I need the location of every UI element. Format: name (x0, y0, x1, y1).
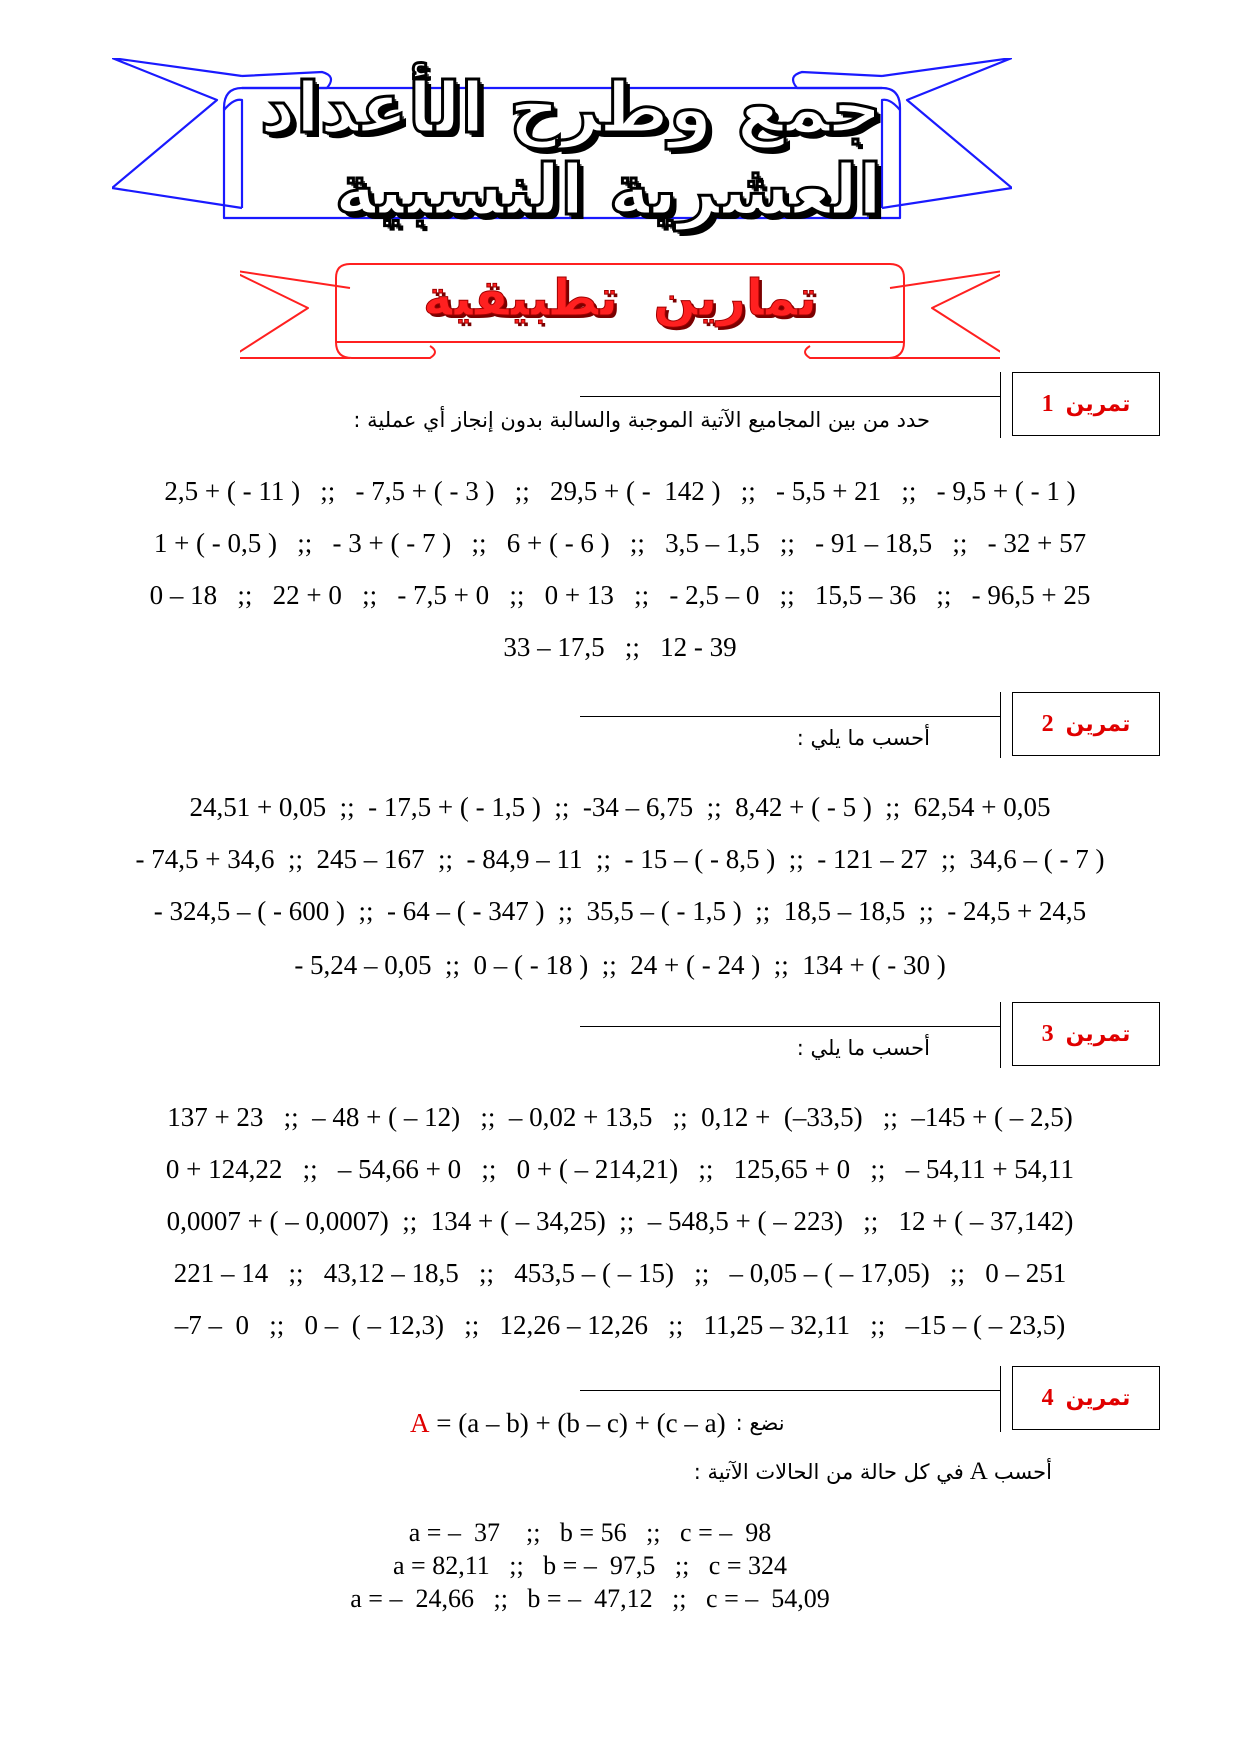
definition-label: نضع : (735, 1411, 785, 1435)
page-subtitle: تمارين تطبيقية (422, 269, 818, 327)
exercise-4-case-3: a = – 24,66 ;; b = – 47,12 ;; c = – 54,09 (350, 1584, 830, 1613)
divider-bar (1000, 1366, 1001, 1432)
exercise-4-case-2: a = 82,11 ;; b = – 97,5 ;; c = 324 (393, 1551, 787, 1580)
exercise-number: 3 (1041, 1020, 1054, 1047)
exercise-3-line-4: 221 – 14 ;; 43,12 – 18,5 ;; 453,5 – ( – 15) ;; – 0,05 – ( – 17,05) ;; 0 – 251 (173, 1258, 1067, 1288)
exercise-3-line-1: 137 + 23 ;; – 48 + ( – 12) ;; – 0,02 + 13,5 ;; 0,12 + (–33,5) ;; –145 + ( – 2,5) (167, 1102, 1073, 1132)
divider-line (580, 396, 1000, 397)
divider-line (580, 1026, 1000, 1027)
exercise-1-line-1: 2,5 + ( - 11 ) ;; - 7,5 + ( - 3 ) ;; 29,5 + ( - 142 ) ;; - 5,5 + 21 ;; - 9,5 + ( - 1 ) (164, 476, 1076, 506)
exercise-1-line-4: 33 – 17,5 ;; 12 - 39 (503, 632, 737, 662)
exercise-2-line-1: 24,51 + 0,05 ;; - 17,5 + ( - 1,5 ) ;; -34 – 6,75 ;; 8,42 + ( - 5 ) ;; 62,54 + 0,05 (189, 792, 1051, 822)
subtitle-banner (240, 248, 1000, 368)
exercise-1-line-3: 0 – 18 ;; 22 + 0 ;; - 7,5 + 0 ;; 0 + 13 ;; - 2,5 – 0 ;; 15,5 – 36 ;; - 96,5 + 25 (149, 580, 1091, 610)
exercise-3-label-box (1012, 1002, 1160, 1066)
exercise-label: تمرين (1065, 711, 1131, 737)
divider-line (580, 1390, 1000, 1391)
exercise-number: 1 (1041, 390, 1054, 417)
exercise-label: تمرين (1065, 1021, 1131, 1047)
variable-a: A (410, 1407, 430, 1438)
definition-expression: = (a – b) + (b – c) + (c – a) (429, 1407, 726, 1438)
exercise-2-line-2: - 74,5 + 34,6 ;; 245 – 167 ;; - 84,9 – 11 ;; - 15 – ( - 8,5 ) ;; - 121 – 27 ;; 34,6 – ( - 7 ) (135, 844, 1105, 874)
divider-bar (1000, 372, 1001, 438)
exercise-4-label-box (1012, 1366, 1160, 1430)
exercise-1-instruction: حدد من بين المجاميع الآتية الموجبة والسالبة بدون إنجاز أي عملية : (353, 408, 930, 432)
divider-line (580, 716, 1000, 717)
exercise-3-line-5: –7 – 0 ;; 0 – ( – 12,3) ;; 12,26 – 12,26 ;; 11,25 – 32,11 ;; –15 – ( – 23,5) (174, 1310, 1066, 1340)
divider-bar (1000, 692, 1001, 758)
divider-bar (1000, 1002, 1001, 1068)
instruction-prefix: أحسب (993, 1460, 1052, 1484)
exercise-2-instruction: أحسب ما يلي : (796, 726, 930, 750)
instruction-suffix: في كل حالة من الحالات الآتية : (693, 1460, 964, 1484)
exercise-4-definition (410, 1406, 850, 1440)
title-banner (112, 58, 1012, 231)
exercise-1-line-2: 1 + ( - 0,5 ) ;; - 3 + ( - 7 ) ;; 6 + ( - 6 ) ;; 3,5 – 1,5 ;; - 91 – 18,5 ;; - 32 + 57 (153, 528, 1087, 558)
exercise-number: 2 (1041, 710, 1054, 737)
exercise-number: 4 (1041, 1384, 1054, 1411)
instruction-variable: A (969, 1458, 988, 1485)
exercise-1-label-box (1012, 372, 1160, 436)
exercise-3-line-3: 0,0007 + ( – 0,0007) ;; 134 + ( – 34,25) ;; – 548,5 + ( – 223) ;; 12 + ( – 37,142) (166, 1206, 1074, 1236)
exercise-4-instruction (352, 1458, 1052, 1486)
exercise-2-label-box (1012, 692, 1160, 756)
exercise-label: تمرين (1065, 1385, 1131, 1411)
exercise-label: تمرين (1065, 391, 1131, 417)
exercise-2-line-3: - 324,5 – ( - 600 ) ;; - 64 – ( - 347 ) ;; 35,5 – ( - 1,5 ) ;; 18,5 – 18,5 ;; - 24,5 + 24,5 (153, 896, 1087, 926)
exercise-2-line-4: - 5,24 – 0,05 ;; 0 – ( - 18 ) ;; 24 + ( - 24 ) ;; 134 + ( - 30 ) (294, 950, 946, 980)
exercise-3-instruction: أحسب ما يلي : (796, 1036, 930, 1060)
exercise-3-line-2: 0 + 124,22 ;; – 54,66 + 0 ;; 0 + ( – 214,21) ;; 125,65 + 0 ;; – 54,11 + 54,11 (165, 1154, 1075, 1184)
page-title: جمع وطرح الأعداد العشرية النسبية (259, 67, 882, 231)
exercise-4-case-1: a = – 37 ;; b = 56 ;; c = – 98 (408, 1518, 772, 1547)
